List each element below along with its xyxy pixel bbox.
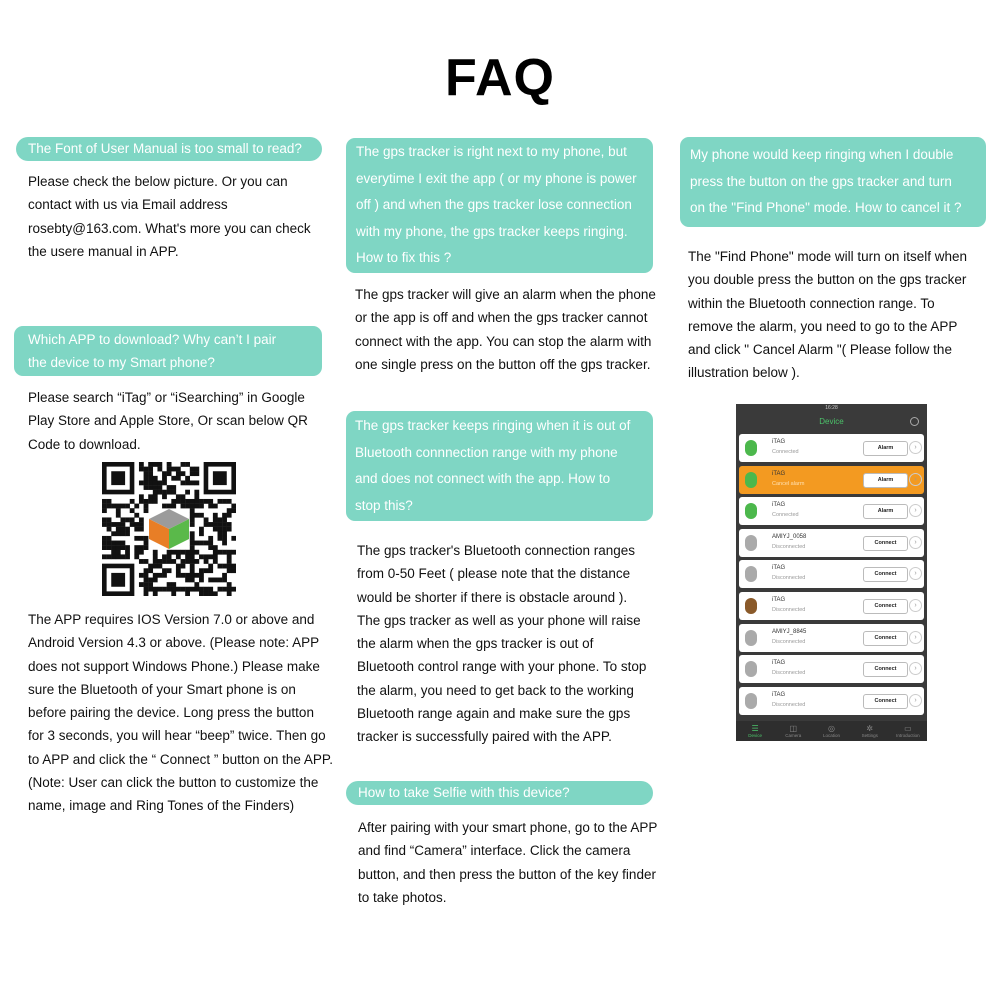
chevron-right-icon[interactable]: ›: [909, 599, 922, 612]
alarm-button[interactable]: Alarm: [863, 504, 908, 519]
device-status: Disconnected: [772, 575, 806, 582]
text-line: or the app is off and when the gps tracker cannot: [355, 310, 648, 326]
text-line: The "Find Phone" mode will turn on itself when: [688, 249, 967, 264]
chevron-right-icon[interactable]: ›: [909, 441, 922, 454]
connect-button[interactable]: Connect: [863, 631, 908, 646]
tab-device[interactable]: [736, 721, 774, 741]
text-line: on the "Find Phone" mode. How to cancel it ?: [690, 200, 962, 216]
text-line: within the Bluetooth connection range. To: [688, 295, 935, 311]
phone-tab-bar: [736, 721, 927, 741]
device-row[interactable]: [739, 687, 924, 715]
question-out-of-range: [346, 411, 653, 521]
connect-button[interactable]: Connect: [863, 694, 908, 709]
settings-icon: ✲: [866, 724, 874, 733]
answer-find-phone: [688, 245, 967, 385]
tag-icon: [745, 630, 757, 646]
chevron-right-icon[interactable]: ›: [909, 694, 922, 707]
text-line: remove the alarm, you need to go to the APP: [688, 318, 958, 334]
tag-icon: [745, 503, 757, 519]
text-line: rosebty@163.com. What's more you can check: [28, 220, 311, 236]
device-row[interactable]: [739, 560, 924, 588]
text-line: Android Version 4.3 or above. (Please note: APP: [28, 635, 320, 651]
text-line: name, image and Ring Tones of the Finders): [28, 798, 295, 814]
answer-out-of-range: [357, 539, 646, 749]
device-row[interactable]: [739, 592, 924, 620]
text-line: sure the Bluetooth of your Smart phone is on: [28, 681, 296, 697]
tag-icon: [745, 693, 757, 709]
text-line: Bluetooth range again and make sure the gps: [357, 706, 631, 722]
device-name: iTAG: [772, 691, 786, 698]
text-line: Which APP to download? Why can’t I pair: [28, 332, 277, 347]
text-line: and click " Cancel Alarm "( Please follow the: [688, 342, 952, 358]
status-time: 16:28: [825, 405, 838, 411]
answer-which-app: [28, 386, 308, 456]
tab-label: Settings: [861, 733, 878, 738]
tag-icon: [745, 535, 757, 551]
question-keeps-ringing-exit: [346, 138, 653, 273]
text-line: connect with the app. You can stop the alarm with: [355, 333, 652, 349]
device-status: Connected: [772, 512, 799, 519]
introduction-icon: ▭: [904, 724, 912, 733]
chevron-right-icon[interactable]: ›: [909, 536, 922, 549]
tag-icon: [745, 440, 757, 456]
answer-keeps-ringing-exit: [355, 283, 656, 376]
tab-label: Introduction: [896, 733, 920, 738]
connect-button[interactable]: Connect: [863, 662, 908, 677]
device-row[interactable]: [739, 529, 924, 557]
text-line: would be shorter if there is obstacle around ).: [357, 589, 628, 605]
answer-app-requirements: [28, 608, 333, 818]
chevron-right-icon[interactable]: ›: [909, 662, 922, 675]
tag-icon: [745, 472, 757, 488]
text-line: tracker is successfully paired with the APP.: [357, 729, 612, 745]
device-row[interactable]: [739, 466, 924, 494]
connect-button[interactable]: Connect: [863, 599, 908, 614]
text-line: before pairing the device. Long press the button: [28, 705, 314, 721]
tag-icon: [745, 598, 757, 614]
text-line: contact with us via Email address: [28, 197, 228, 213]
chevron-right-icon[interactable]: ›: [909, 567, 922, 580]
question-font-size: The Font of User Manual is too small to read?: [16, 137, 322, 161]
question-find-phone: [680, 137, 986, 227]
question-which-app: [14, 326, 322, 376]
chevron-right-icon[interactable]: ›: [909, 631, 922, 644]
text-line: Please check the below picture. Or you can: [28, 174, 288, 189]
qr-code: [102, 462, 236, 596]
device-status: Disconnected: [772, 543, 806, 550]
text-line: press the button on the gps tracker and turn: [690, 173, 952, 189]
device-row[interactable]: [739, 655, 924, 683]
text-line: the alarm when the gps tracker is out of: [357, 636, 594, 652]
text-line: with my phone, the gps tracker keeps ringing.: [356, 223, 628, 239]
tab-label: Location: [823, 733, 841, 738]
chevron-right-icon[interactable]: ›: [909, 504, 922, 517]
text-line: for 3 seconds, you will hear “beep” twice. Then go: [28, 728, 326, 744]
alarm-button[interactable]: Alarm: [863, 441, 908, 456]
answer-font-size: [28, 170, 311, 263]
tab-camera[interactable]: [774, 721, 812, 741]
device-row[interactable]: [739, 624, 924, 652]
text-line: button, and then press the button of the key finder: [358, 866, 656, 882]
text-line: everytime I exit the app ( or my phone is power: [356, 170, 637, 186]
phone-nav-bar: [736, 412, 927, 432]
text-line: off ) and when the gps tracker lose connection: [356, 197, 632, 213]
device-status: Disconnected: [772, 638, 806, 645]
text-line: the device to my Smart phone?: [28, 355, 215, 370]
device-row[interactable]: [739, 434, 924, 462]
device-name: AMIYJ_8845: [772, 628, 807, 635]
text-line: Bluetooth connnection range with my phone: [355, 444, 618, 460]
phone-screenshot: [736, 404, 927, 741]
text-line: Bluetooth control range with your phone. To stop: [357, 659, 647, 675]
tab-label: Camera: [785, 733, 802, 738]
device-name: iTAG: [772, 502, 786, 509]
text-line: The gps tracker keeps ringing when it is out of: [355, 418, 631, 433]
text-line: Play Store and Apple Store, Or scan below QR: [28, 413, 308, 429]
device-name: iTAG: [772, 596, 786, 603]
text-line: and does not connect with the app. How to: [355, 471, 611, 487]
text-line: The gps tracker's Bluetooth connection ranges: [357, 543, 635, 558]
text-line: Please search “iTag” or “iSearching” in Google: [28, 390, 305, 405]
tab-label: Device: [748, 733, 762, 738]
tag-icon: [745, 661, 757, 677]
device-status: Disconnected: [772, 701, 806, 708]
device-name: iTAG: [772, 470, 786, 477]
answer-selfie: [358, 816, 657, 909]
tab-introduction[interactable]: [889, 721, 927, 741]
text-line: from 0-50 Feet ( please note that the distance: [357, 566, 631, 582]
location-icon: ◎: [828, 724, 835, 733]
connect-button[interactable]: Connect: [863, 567, 908, 582]
device-status: Disconnected: [772, 606, 806, 613]
device-list: [739, 434, 924, 718]
device-status: Cancel alarm: [772, 480, 805, 487]
text-line: The APP requires IOS Version 7.0 or above and: [28, 612, 315, 627]
text-line: The gps tracker is right next to my phone, but: [356, 144, 627, 159]
camera-icon: ◫: [789, 724, 798, 733]
nav-title: Device: [819, 417, 844, 426]
text-line: stop this?: [355, 497, 413, 513]
text-line: Code to download.: [28, 436, 141, 452]
device-icon: ☰: [751, 724, 759, 733]
text-line: How to fix this ?: [356, 250, 452, 266]
chevron-right-icon[interactable]: ›: [909, 473, 922, 486]
text-line: the alarm, you need to get back to the working: [357, 682, 634, 698]
device-name: iTAG: [772, 439, 786, 445]
device-name: AMIYJ_0058: [772, 533, 807, 540]
question-selfie: How to take Selfie with this device?: [346, 781, 653, 805]
phone-status-bar: [736, 404, 927, 412]
text-line: (Note: User can click the button to customize the: [28, 775, 319, 791]
tab-location[interactable]: [812, 721, 850, 741]
text-line: After pairing with your smart phone, go to the APP: [358, 820, 658, 835]
text-line: does not support Windows Phone.) Please make: [28, 658, 320, 674]
text-line: The gps tracker will give an alarm when the phone: [355, 287, 656, 302]
alarm-button[interactable]: Alarm: [863, 473, 908, 488]
text-line: The gps tracker as well as your phone will raise: [357, 612, 641, 628]
device-name: iTAG: [772, 660, 786, 667]
device-name: iTAG: [772, 565, 786, 572]
text-line: the usere manual in APP.: [28, 243, 179, 259]
device-status: Connected: [772, 449, 799, 455]
connect-button[interactable]: Connect: [863, 536, 908, 551]
search-icon[interactable]: [910, 417, 919, 426]
text-line: to take photos.: [358, 889, 447, 905]
text-line: you double press the button on the gps tracker: [688, 272, 967, 288]
tag-icon: [745, 566, 757, 582]
text-line: to APP and click the “ Connect ” button on the APP.: [28, 751, 333, 767]
text-line: one single press on the button off the gps tracker.: [355, 356, 651, 372]
text-line: illustration below ).: [688, 365, 800, 381]
page-title: FAQ: [445, 49, 555, 107]
tab-settings[interactable]: [851, 721, 889, 741]
text-line: and find “Camera” interface. Click the camera: [358, 843, 631, 859]
device-row[interactable]: [739, 497, 924, 525]
text-line: My phone would keep ringing when I double: [690, 147, 954, 162]
device-status: Disconnected: [772, 670, 806, 677]
